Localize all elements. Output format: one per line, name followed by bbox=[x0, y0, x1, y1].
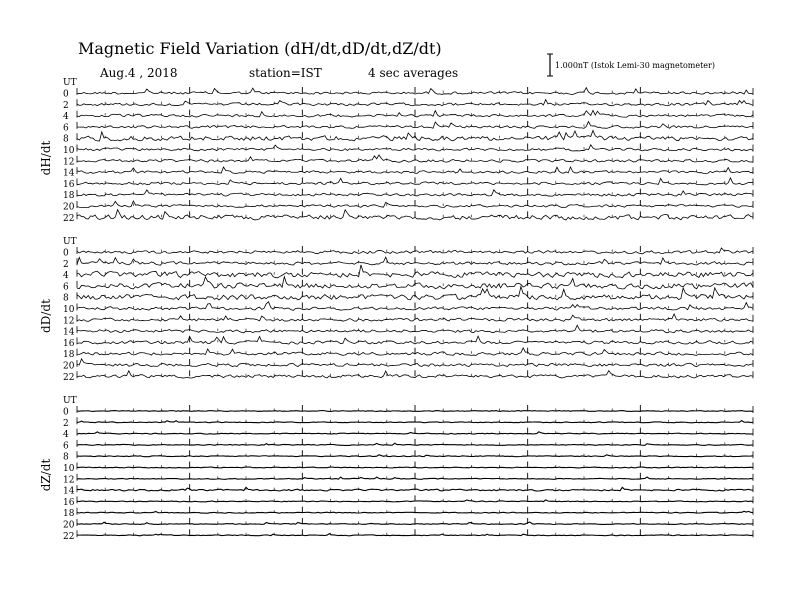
hour-tick-label: 14 bbox=[63, 486, 75, 497]
hour-tick-label: 18 bbox=[63, 191, 75, 202]
hour-tick-label: 10 bbox=[63, 146, 75, 156]
hour-tick-label: 20 bbox=[63, 202, 75, 213]
hour-tick-label: 20 bbox=[63, 520, 75, 531]
scale-bar-label: 1.000nT (Istok Lemi-30 magnetometer) bbox=[555, 61, 715, 70]
averaging-label: 4 sec averages bbox=[368, 66, 459, 80]
trace-line bbox=[77, 130, 753, 141]
hour-tick-label: 6 bbox=[63, 123, 69, 134]
hour-tick-label: 4 bbox=[63, 271, 69, 282]
hour-tick-label: 6 bbox=[63, 282, 69, 293]
ut-label: UT bbox=[63, 78, 77, 88]
hour-tick-label: 16 bbox=[63, 497, 75, 508]
hour-tick-label: 14 bbox=[63, 327, 75, 338]
hour-tick-label: 0 bbox=[63, 89, 69, 100]
chart-title: Magnetic Field Variation (dH/dt,dD/dt,dZ/dt) bbox=[78, 39, 442, 58]
hour-tick-label: 10 bbox=[63, 464, 75, 474]
hour-tick-label: 14 bbox=[63, 168, 75, 179]
hour-tick-label: 6 bbox=[63, 441, 69, 452]
ut-label: UT bbox=[63, 396, 77, 406]
component-axis-label: dD/dt bbox=[39, 299, 53, 333]
hour-tick-label: 16 bbox=[63, 338, 75, 349]
hour-tick-label: 16 bbox=[63, 179, 75, 190]
hour-tick-label: 8 bbox=[63, 134, 69, 145]
station-label: station=IST bbox=[249, 66, 322, 80]
hour-tick-label: 4 bbox=[63, 112, 69, 123]
component-axis-label: dZ/dt bbox=[39, 458, 53, 492]
component-axis-label: dH/dt bbox=[39, 140, 53, 176]
hour-tick-label: 12 bbox=[63, 316, 75, 327]
hour-tick-label: 20 bbox=[63, 361, 75, 372]
hour-tick-label: 18 bbox=[63, 509, 75, 520]
ut-label: UT bbox=[63, 237, 77, 247]
hour-tick-label: 0 bbox=[63, 248, 69, 259]
hour-tick-label: 8 bbox=[63, 452, 69, 463]
hour-tick-label: 18 bbox=[63, 350, 75, 361]
hour-tick-label: 2 bbox=[63, 418, 69, 429]
hour-tick-label: 12 bbox=[63, 475, 75, 486]
hour-tick-label: 4 bbox=[63, 430, 69, 441]
trace-line bbox=[77, 467, 753, 468]
hour-tick-label: 2 bbox=[63, 100, 69, 111]
hour-tick-label: 8 bbox=[63, 293, 69, 304]
hour-tick-label: 2 bbox=[63, 259, 69, 270]
hour-tick-label: 0 bbox=[63, 407, 69, 418]
hour-tick-label: 22 bbox=[63, 531, 75, 542]
hour-tick-label: 22 bbox=[63, 213, 75, 224]
hour-tick-label: 10 bbox=[63, 305, 75, 315]
date-label: Aug.4 , 2018 bbox=[100, 66, 178, 80]
hour-tick-label: 12 bbox=[63, 157, 75, 168]
hour-tick-label: 22 bbox=[63, 372, 75, 383]
